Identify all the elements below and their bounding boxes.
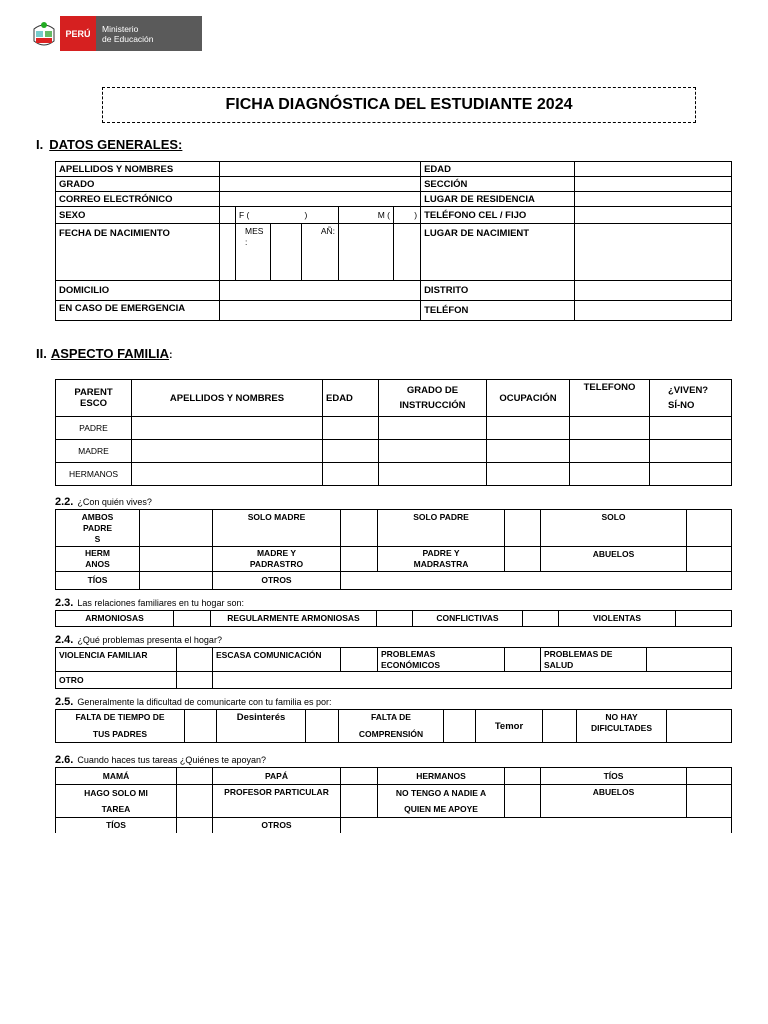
opt-problemas-salud xyxy=(541,648,647,672)
ambos-1: AMBOS xyxy=(81,511,114,522)
check-temor[interactable] xyxy=(543,710,577,743)
no-hay-1: NO HAY xyxy=(605,712,638,722)
opt-hago-solo xyxy=(56,785,177,818)
check-problemas-economicos[interactable] xyxy=(505,648,541,672)
check-escasa-comunicacion[interactable] xyxy=(341,648,378,672)
prob-sal-2: SALUD xyxy=(544,659,574,670)
q22-number: 2.2. xyxy=(55,496,74,508)
q24-text: ¿Qué problemas presenta el hogar? xyxy=(77,635,222,645)
field-padre-telefono[interactable] xyxy=(570,417,650,440)
check-tios[interactable] xyxy=(140,572,213,590)
field-madre-vive[interactable] xyxy=(650,440,732,463)
field-madre-telefono[interactable] xyxy=(570,440,650,463)
check-hermanos-tarea[interactable] xyxy=(505,768,541,785)
q26-table xyxy=(55,767,732,833)
label-apellidos: APELLIDOS Y NOMBRES xyxy=(56,162,220,177)
field-padre-nombre[interactable] xyxy=(132,417,323,440)
check-conflictivas[interactable] xyxy=(523,611,559,627)
sexo-m-label: M ( xyxy=(339,207,394,224)
header-edad: EDAD xyxy=(323,380,379,417)
field-seccion[interactable] xyxy=(575,177,732,192)
row-hermanos-label: HERMANOS xyxy=(56,463,132,486)
field-apellidos[interactable] xyxy=(220,162,421,177)
madre-p-2: PADRASTRO xyxy=(249,559,304,569)
field-edad[interactable] xyxy=(575,162,732,177)
field-dia[interactable] xyxy=(220,224,236,281)
ministry-label xyxy=(96,16,202,51)
opt-profesor-particular: PROFESOR PARTICULAR xyxy=(213,785,341,818)
padre-m-2: MADRASTRA xyxy=(413,559,469,569)
header-ocupacion: OCUPACIÓN xyxy=(487,380,570,417)
check-abuelos-tarea[interactable] xyxy=(687,785,732,818)
check-solo-madre[interactable] xyxy=(341,510,378,547)
label-lugar-nacimiento: LUGAR DE NACIMIENT xyxy=(421,224,575,281)
field-hermanos-ocupacion[interactable] xyxy=(487,463,570,486)
q23-text: Las relaciones familiares en tu hogar son: xyxy=(77,598,244,608)
madre-p-1: MADRE Y xyxy=(256,548,297,558)
opt-solo-padre: SOLO PADRE xyxy=(378,510,505,547)
field-hermanos-telefono[interactable] xyxy=(570,463,650,486)
field-otro[interactable] xyxy=(213,672,732,689)
field-otros[interactable] xyxy=(341,572,732,590)
opt-solo-madre: SOLO MADRE xyxy=(213,510,341,547)
check-regularmente-armoniosas[interactable] xyxy=(377,611,413,627)
opt-solo: SOLO xyxy=(541,510,687,547)
row-padre-label: PADRE xyxy=(56,417,132,440)
peru-label: PERÚ xyxy=(60,16,96,51)
header-parentesco-1: PARENT xyxy=(74,387,113,398)
section-2-colon: : xyxy=(169,350,173,361)
datos-generales-table xyxy=(55,161,732,321)
no-tengo-2: QUIEN ME APOYE xyxy=(404,803,478,814)
mes-colon: : xyxy=(245,237,248,247)
ambos-3: S xyxy=(94,533,101,544)
opt-hermanos-tarea: HERMANOS xyxy=(378,768,505,785)
check-no-tengo-nadie[interactable] xyxy=(505,785,541,818)
herm-1: HERM xyxy=(84,548,111,558)
sexo-blank xyxy=(220,207,236,224)
opt-escasa-comunicacion: ESCASA COMUNICACIÓN xyxy=(213,648,341,672)
field-hermanos-grado[interactable] xyxy=(379,463,487,486)
field-telefon[interactable] xyxy=(575,301,732,321)
check-hermanos[interactable] xyxy=(140,547,213,572)
check-mama[interactable] xyxy=(177,768,213,785)
check-papa[interactable] xyxy=(341,768,378,785)
opt-armoniosas: ARMONIOSAS xyxy=(56,611,174,627)
header-parentesco-2: ESCO xyxy=(80,398,107,409)
q24-number: 2.4. xyxy=(55,634,74,646)
label-distrito: DISTRITO xyxy=(421,281,575,301)
q23-heading xyxy=(55,597,244,609)
field-mes[interactable] xyxy=(271,224,302,281)
opt-otro: OTRO xyxy=(56,672,177,689)
familia-table xyxy=(55,379,732,486)
section-2-heading xyxy=(36,346,172,361)
section-1-title: DATOS GENERALES: xyxy=(49,137,183,152)
sexo-f-close: ) xyxy=(302,207,339,224)
field-telefono[interactable] xyxy=(575,207,732,224)
no-tengo-1: NO TENGO A NADIE A xyxy=(395,787,487,798)
opt-conflictivas: CONFLICTIVAS xyxy=(413,611,523,627)
opt-abuelos-tarea: ABUELOS xyxy=(541,785,687,818)
opt-otros-tarea: OTROS xyxy=(213,818,341,833)
check-falta-tiempo[interactable] xyxy=(185,710,217,743)
q22-heading xyxy=(55,496,152,508)
no-hay-2: DIFICULTADES xyxy=(590,723,653,733)
field-grado[interactable] xyxy=(220,177,421,192)
field-madre-ocupacion[interactable] xyxy=(487,440,570,463)
mes-label: MES xyxy=(245,226,264,236)
label-fecha-nacimiento: FECHA DE NACIMIENTO xyxy=(56,224,220,281)
opt-tios: TÍOS xyxy=(56,572,140,590)
q23-number: 2.3. xyxy=(55,597,74,609)
opt-padre-madrastra xyxy=(378,547,505,572)
check-desinteres[interactable] xyxy=(306,710,339,743)
label-correo: CORREO ELECTRÓNICO xyxy=(56,192,220,207)
check-ambos-padres[interactable] xyxy=(140,510,213,547)
field-lugar-nacimiento[interactable] xyxy=(575,224,732,281)
header-grado-1: GRADO DE xyxy=(406,385,459,396)
field-sexo-f[interactable] xyxy=(271,207,302,224)
opt-madre-padrastro xyxy=(213,547,341,572)
label-telefon: TELÉFON xyxy=(421,301,575,321)
falta-tiempo-2: TUS PADRES xyxy=(92,729,148,739)
field-otros-tarea[interactable] xyxy=(341,818,732,833)
q24-table xyxy=(55,647,732,689)
falta-comp-2: COMPRENSIÓN xyxy=(358,729,424,739)
label-grado: GRADO xyxy=(56,177,220,192)
opt-tios-tarea: TÍOS xyxy=(541,768,687,785)
check-violencia-familiar[interactable] xyxy=(177,648,213,672)
section-2-title: ASPECTO FAMILIA xyxy=(50,346,170,361)
section-1-heading xyxy=(36,137,182,152)
field-padre-ocupacion[interactable] xyxy=(487,417,570,440)
q24-heading xyxy=(55,634,222,646)
opt-ambos-padres xyxy=(56,510,140,547)
opt-desinteres: Desinterés xyxy=(217,710,306,743)
check-solo[interactable] xyxy=(687,510,732,547)
header-apellidos: APELLIDOS Y NOMBRES xyxy=(132,380,323,417)
q23-table xyxy=(55,610,732,627)
label-lugar-residencia: LUGAR DE RESIDENCIA xyxy=(421,192,575,207)
field-correo[interactable] xyxy=(220,192,421,207)
label-emergencia: EN CASO DE EMERGENCIA xyxy=(56,301,220,321)
padre-m-1: PADRE Y xyxy=(422,548,460,558)
label-seccion: SECCIÓN xyxy=(421,177,575,192)
q26-text: Cuando haces tus tareas ¿Quiénes te apoyan? xyxy=(77,755,266,765)
q25-text: Generalmente la dificultad de comunicarte con tu familia es por: xyxy=(77,697,332,707)
page-title: FICHA DIAGNÓSTICA DEL ESTUDIANTE 2024 xyxy=(102,87,696,123)
opt-problemas-economicos xyxy=(378,648,505,672)
field-sexo-m[interactable]: ) xyxy=(394,207,421,224)
label-edad: EDAD xyxy=(421,162,575,177)
prob-sal-1: PROBLEMAS DE xyxy=(544,648,613,659)
q25-number: 2.5. xyxy=(55,696,74,708)
section-1-number: I. xyxy=(36,137,44,152)
field-hermanos-vive[interactable] xyxy=(650,463,732,486)
check-tios-tarea[interactable] xyxy=(687,768,732,785)
hago-1: HAGO SOLO MI xyxy=(84,787,148,798)
opt-regularmente-armoniosas: REGULARMENTE ARMONIOSAS xyxy=(211,611,377,627)
header-grado xyxy=(379,380,487,417)
field-padre-vive[interactable] xyxy=(650,417,732,440)
opt-tios-2: TÍOS xyxy=(56,818,177,833)
field-padre-grado[interactable] xyxy=(379,417,487,440)
ministry-line-2: de Educación xyxy=(102,34,154,44)
header-viven-2: SÍ-NO xyxy=(668,400,695,411)
label-telefono: TELÉFONO CEL / FIJO xyxy=(421,207,575,224)
opt-temor: Temor xyxy=(476,710,543,743)
q22-table xyxy=(55,509,732,590)
row-madre-label: MADRE xyxy=(56,440,132,463)
q22-text: ¿Con quién vives? xyxy=(77,497,152,507)
q26-heading xyxy=(55,754,266,766)
opt-no-hay-dificultades xyxy=(577,710,667,743)
q25-table xyxy=(55,709,732,743)
check-falta-comprension[interactable] xyxy=(444,710,476,743)
anio-label: AÑ: xyxy=(302,224,339,281)
check-otro[interactable] xyxy=(177,672,213,689)
ministry-line-1: Ministerio xyxy=(102,24,139,34)
check-armoniosas[interactable] xyxy=(174,611,211,627)
field-padre-edad[interactable] xyxy=(323,417,379,440)
opt-falta-comprension xyxy=(339,710,444,743)
opt-otros: OTROS xyxy=(213,572,341,590)
header-parentesco xyxy=(56,380,132,417)
check-madre-padrastro[interactable] xyxy=(341,547,378,572)
check-problemas-salud[interactable] xyxy=(647,648,732,672)
prob-eco-2: ECONÓMICOS xyxy=(381,659,441,670)
q25-heading xyxy=(55,696,332,708)
opt-violencia-familiar: VIOLENCIA FAMILIAR xyxy=(56,648,177,672)
hago-2: TAREA xyxy=(101,803,131,814)
check-hago-solo[interactable] xyxy=(177,785,213,818)
field-hermanos-edad[interactable] xyxy=(323,463,379,486)
falta-comp-1: FALTA DE xyxy=(371,712,411,722)
ministry-logo xyxy=(28,16,202,51)
sexo-f-label: F ( xyxy=(236,207,271,224)
opt-abuelos: ABUELOS xyxy=(541,547,687,572)
opt-papa: PAPÁ xyxy=(213,768,341,785)
check-solo-padre[interactable] xyxy=(505,510,541,547)
check-tios-2[interactable] xyxy=(177,818,213,833)
header-viven-1: ¿VIVEN? xyxy=(668,385,709,396)
field-lugar-residencia[interactable] xyxy=(575,192,732,207)
coat-of-arms-icon xyxy=(28,16,60,51)
opt-hermanos xyxy=(56,547,140,572)
field-distrito[interactable] xyxy=(575,281,732,301)
opt-falta-tiempo xyxy=(56,710,185,743)
field-anio[interactable] xyxy=(339,224,394,281)
section-2-number: II. xyxy=(36,346,47,361)
header-grado-2: INSTRUCCIÓN xyxy=(399,400,466,411)
field-madre-edad[interactable] xyxy=(323,440,379,463)
label-sexo: SEXO xyxy=(56,207,220,224)
check-profesor-particular[interactable] xyxy=(341,785,378,818)
opt-violentas: VIOLENTAS xyxy=(559,611,676,627)
header-viven xyxy=(650,380,732,417)
opt-mama: MAMÁ xyxy=(56,768,177,785)
falta-tiempo-1: FALTA DE TIEMPO DE xyxy=(75,712,165,722)
field-anio-extra[interactable] xyxy=(394,224,421,281)
check-padre-madrastra[interactable] xyxy=(505,547,541,572)
field-madre-grado[interactable] xyxy=(379,440,487,463)
header-telefono: TELEFONO xyxy=(570,380,650,417)
herm-2: ANOS xyxy=(85,559,110,569)
field-emergencia[interactable] xyxy=(220,301,421,321)
field-madre-nombre[interactable] xyxy=(132,440,323,463)
field-mes-label xyxy=(236,224,271,281)
prob-eco-1: PROBLEMAS xyxy=(381,648,436,659)
field-hermanos-nombre[interactable] xyxy=(132,463,323,486)
check-no-hay-dificultades[interactable] xyxy=(667,710,732,743)
check-abuelos[interactable] xyxy=(687,547,732,572)
label-domicilio: DOMICILIO xyxy=(56,281,220,301)
q26-number: 2.6. xyxy=(55,754,74,766)
field-domicilio[interactable] xyxy=(220,281,421,301)
opt-no-tengo-nadie xyxy=(378,785,505,818)
check-violentas[interactable] xyxy=(676,611,732,627)
ambos-2: PADRE xyxy=(82,522,113,533)
